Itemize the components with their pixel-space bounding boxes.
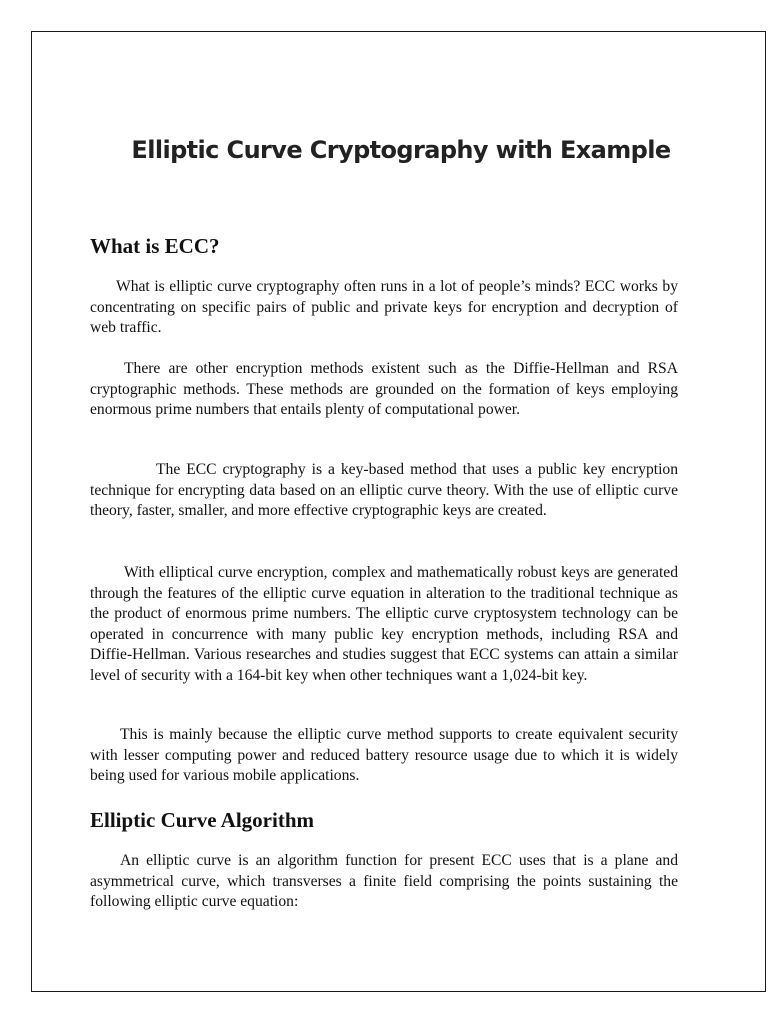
paragraph: There are other encryption methods existent such as the Diffie-Hellman and RSA cryptographic methods. These methods are grounded on the formation of keys employing enormous prime numbers that entails plenty of computational power. [90,360,678,419]
section-heading-elliptic-curve-algorithm: Elliptic Curve Algorithm [90,808,314,832]
paragraph: With elliptical curve encryption, complex and mathematically robust keys are generated through the features of the elliptic curve equation in alteration to the traditional technique as the product of enormous prime numbers. The elliptic curve cryptosystem technology can be operated in concurrence with many public key encryption methods, including RSA and Diffie-Hellman. Various researches and studies suggest that ECC systems can attain a similar level of security with a 164-bit key when other techniques want a 1,024-bit key. [90,564,678,684]
paragraph: This is mainly because the elliptic curve method supports to create equivalent security with lesser computing power and reduced battery resource usage due to which it is widely being used for various mobile applications. [90,726,678,785]
page-title: Elliptic Curve Cryptography with Example [131,136,671,164]
paragraph: The ECC cryptography is a key-based method that uses a public key encryption technique for encrypting data based on an elliptic curve theory. With the use of elliptic curve theory, faster, smaller, and more effective cryptographic keys are created. [90,461,678,520]
paragraph: An elliptic curve is an algorithm function for present ECC uses that is a plane and asymmetrical curve, which transverses a finite field comprising the points sustaining the following elliptic curve equation: [90,852,678,911]
section-heading-what-is-ecc: What is ECC? [90,234,220,258]
paragraph: What is elliptic curve cryptography often runs in a lot of people’s minds? ECC works by concentrating on specific pairs of public and private keys for encryption and decryption of web traffic. [90,278,678,337]
